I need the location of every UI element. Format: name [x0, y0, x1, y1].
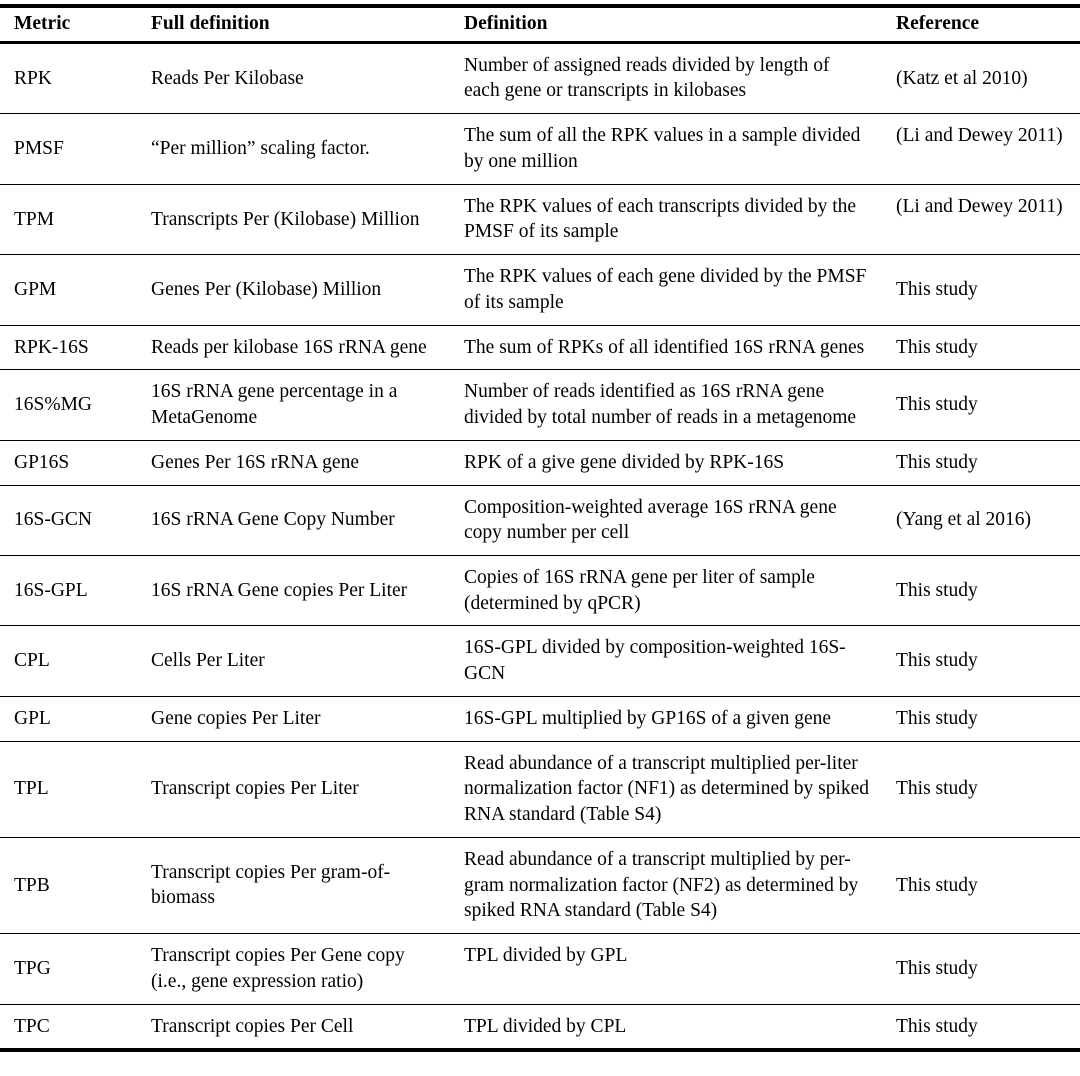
- cell-full-definition: Reads Per Kilobase: [143, 42, 456, 113]
- cell-metric: 16S%MG: [0, 370, 143, 440]
- cell-definition: The RPK values of each transcripts divided by the PMSF of its sample: [456, 184, 886, 254]
- table-row: [0, 42, 1080, 113]
- cell-definition: Read abundance of a transcript multiplied per-liter normalization factor (NF1) as determined by spiked RNA standard (Table S4): [456, 741, 886, 837]
- cell-metric: 16S-GPL: [0, 556, 143, 626]
- table-row: [0, 556, 1080, 626]
- cell-definition: The sum of all the RPK values in a sample divided by one million: [456, 114, 886, 184]
- table-row: [0, 696, 1080, 741]
- cell-reference: (Li and Dewey 2011): [886, 184, 1080, 254]
- cell-definition: RPK of a give gene divided by RPK-16S: [456, 440, 886, 485]
- cell-metric: TPC: [0, 1004, 143, 1050]
- cell-full-definition: Cells Per Liter: [143, 626, 456, 696]
- cell-reference: This study: [886, 837, 1080, 933]
- cell-metric: CPL: [0, 626, 143, 696]
- cell-definition: Number of reads identified as 16S rRNA gene divided by total number of reads in a metagenome: [456, 370, 886, 440]
- cell-reference: This study: [886, 696, 1080, 741]
- cell-full-definition: Transcript copies Per gram-of-biomass: [143, 837, 456, 933]
- cell-definition: TPL divided by GPL: [456, 934, 886, 1004]
- cell-full-definition: 16S rRNA gene percentage in a MetaGenome: [143, 370, 456, 440]
- table-row: [0, 370, 1080, 440]
- cell-definition: The sum of RPKs of all identified 16S rRNA genes: [456, 325, 886, 370]
- table-row: [0, 255, 1080, 325]
- cell-reference: This study: [886, 325, 1080, 370]
- cell-metric: 16S-GCN: [0, 485, 143, 555]
- cell-definition: Read abundance of a transcript multiplied by per-gram normalization factor (NF2) as determined by spiked RNA standard (Table S4): [456, 837, 886, 933]
- cell-definition: Copies of 16S rRNA gene per liter of sample (determined by qPCR): [456, 556, 886, 626]
- cell-metric: RPK-16S: [0, 325, 143, 370]
- cell-full-definition: Reads per kilobase 16S rRNA gene: [143, 325, 456, 370]
- table-row: [0, 837, 1080, 933]
- cell-metric: GPL: [0, 696, 143, 741]
- table-row: [0, 934, 1080, 1004]
- cell-reference: This study: [886, 255, 1080, 325]
- cell-full-definition: Gene copies Per Liter: [143, 696, 456, 741]
- cell-full-definition: 16S rRNA Gene Copy Number: [143, 485, 456, 555]
- cell-reference: This study: [886, 626, 1080, 696]
- cell-metric: GPM: [0, 255, 143, 325]
- cell-full-definition: Transcript copies Per Gene copy (i.e., gene expression ratio): [143, 934, 456, 1004]
- cell-reference: (Katz et al 2010): [886, 42, 1080, 113]
- table-row: [0, 485, 1080, 555]
- cell-full-definition: Transcript copies Per Cell: [143, 1004, 456, 1050]
- cell-reference: (Yang et al 2016): [886, 485, 1080, 555]
- column-header-metric: Metric: [0, 6, 143, 42]
- cell-reference: This study: [886, 370, 1080, 440]
- cell-metric: PMSF: [0, 114, 143, 184]
- column-header-full-definition: Full definition: [143, 6, 456, 42]
- metrics-definition-table: [0, 4, 1080, 1052]
- cell-full-definition: “Per million” scaling factor.: [143, 114, 456, 184]
- cell-full-definition: Genes Per (Kilobase) Million: [143, 255, 456, 325]
- cell-full-definition: Transcripts Per (Kilobase) Million: [143, 184, 456, 254]
- cell-metric: TPB: [0, 837, 143, 933]
- header-row: [0, 6, 1080, 42]
- cell-definition: 16S-GPL multiplied by GP16S of a given gene: [456, 696, 886, 741]
- table-body: [0, 42, 1080, 1050]
- cell-reference: This study: [886, 741, 1080, 837]
- table-row: [0, 114, 1080, 184]
- cell-reference: This study: [886, 934, 1080, 1004]
- cell-reference: (Li and Dewey 2011): [886, 114, 1080, 184]
- column-header-definition: Definition: [456, 6, 886, 42]
- table-row: [0, 440, 1080, 485]
- table-header: [0, 6, 1080, 42]
- table-row: [0, 626, 1080, 696]
- cell-definition: The RPK values of each gene divided by the PMSF of its sample: [456, 255, 886, 325]
- cell-full-definition: Transcript copies Per Liter: [143, 741, 456, 837]
- table-row: [0, 741, 1080, 837]
- cell-reference: This study: [886, 556, 1080, 626]
- cell-metric: TPG: [0, 934, 143, 1004]
- table-row: [0, 184, 1080, 254]
- table-row: [0, 325, 1080, 370]
- cell-definition: TPL divided by CPL: [456, 1004, 886, 1050]
- cell-metric: TPL: [0, 741, 143, 837]
- cell-reference: This study: [886, 440, 1080, 485]
- cell-definition: Composition-weighted average 16S rRNA gene copy number per cell: [456, 485, 886, 555]
- cell-metric: TPM: [0, 184, 143, 254]
- cell-full-definition: Genes Per 16S rRNA gene: [143, 440, 456, 485]
- cell-definition: 16S-GPL divided by composition-weighted 16S-GCN: [456, 626, 886, 696]
- cell-metric: GP16S: [0, 440, 143, 485]
- table-row: [0, 1004, 1080, 1050]
- cell-metric: RPK: [0, 42, 143, 113]
- cell-reference: This study: [886, 1004, 1080, 1050]
- cell-definition: Number of assigned reads divided by length of each gene or transcripts in kilobases: [456, 42, 886, 113]
- column-header-reference: Reference: [886, 6, 1080, 42]
- cell-full-definition: 16S rRNA Gene copies Per Liter: [143, 556, 456, 626]
